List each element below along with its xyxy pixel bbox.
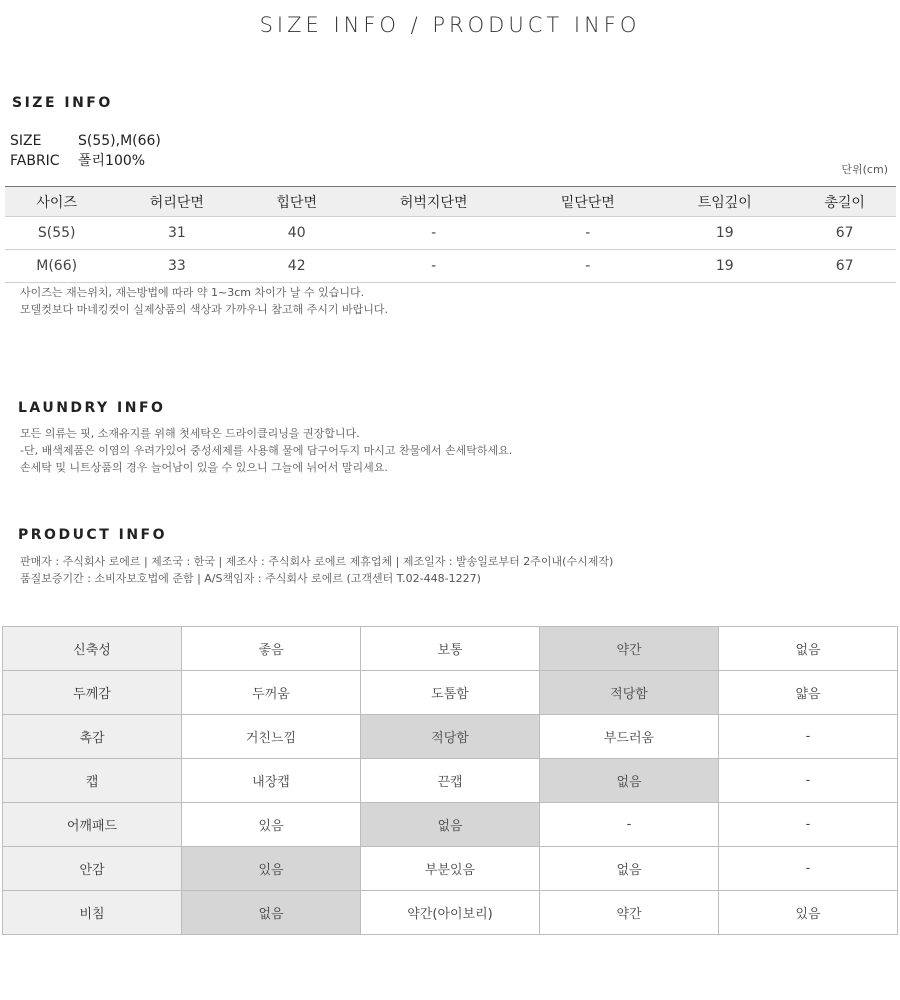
table-row — [5, 217, 896, 250]
attribute-name: 비침 — [3, 891, 182, 935]
size-table-header: 허리단면 — [108, 187, 245, 217]
attribute-option: 있음 — [719, 891, 898, 935]
laundry-note-line: 손세탁 및 니트상품의 경우 늘어남이 있을 수 있으니 그늘에 뉘어서 말리세요. — [20, 461, 388, 474]
attribute-option: 없음 — [540, 759, 719, 803]
size-value: S(55),M(66) — [78, 133, 161, 149]
attribute-name: 두께감 — [3, 671, 182, 715]
attribute-option: - — [719, 759, 898, 803]
size-table-header-row — [5, 187, 896, 217]
laundry-note-line: 모든 의류는 핏, 소재유지를 위해 첫세탁은 드라이클리닝을 권장합니다. — [20, 427, 360, 440]
attribute-option: 부분있음 — [361, 847, 540, 891]
attribute-option: 약간(아이보리) — [361, 891, 540, 935]
table-cell: 19 — [656, 217, 793, 250]
size-notes — [20, 284, 388, 318]
table-cell: 42 — [245, 250, 348, 283]
attribute-option: 없음 — [361, 803, 540, 847]
attribute-option: 보통 — [361, 627, 540, 671]
attribute-option: 없음 — [540, 847, 719, 891]
product-note-line: 판매자 : 주식회사 로에르 | 제조국 : 한국 | 제조사 : 주식회사 로에르 제휴업체 | 제조일자 : 발송일로부터 2주이내(수시제작) — [20, 555, 614, 568]
size-table-header: 밑단단면 — [519, 187, 656, 217]
product-info-heading: PRODUCT INFO — [18, 527, 168, 543]
table-cell: M(66) — [5, 250, 108, 283]
attribute-option: - — [719, 715, 898, 759]
attribute-option: 두꺼움 — [182, 671, 361, 715]
attribute-option: 없음 — [719, 627, 898, 671]
size-spec-row — [10, 133, 161, 149]
table-cell: - — [348, 250, 519, 283]
table-cell: S(55) — [5, 217, 108, 250]
attribute-option: 거친느낌 — [182, 715, 361, 759]
attribute-option: 있음 — [182, 847, 361, 891]
attribute-option: 내장캡 — [182, 759, 361, 803]
table-cell: 31 — [108, 217, 245, 250]
attribute-name: 캡 — [3, 759, 182, 803]
attribute-option: 있음 — [182, 803, 361, 847]
table-cell: 33 — [108, 250, 245, 283]
attribute-option: 적당함 — [540, 671, 719, 715]
size-table-header: 트임깊이 — [656, 187, 793, 217]
attribute-name: 신축성 — [3, 627, 182, 671]
table-cell: - — [348, 217, 519, 250]
attribute-option: 도톰함 — [361, 671, 540, 715]
fabric-label: FABRIC — [10, 153, 60, 169]
attribute-option: 부드러움 — [540, 715, 719, 759]
attribute-row — [3, 627, 898, 671]
table-row — [5, 250, 896, 283]
size-table — [5, 186, 896, 283]
attribute-option: 약간 — [540, 627, 719, 671]
fabric-value: 폴리100% — [78, 153, 146, 169]
attribute-option: - — [719, 847, 898, 891]
attribute-option: 약간 — [540, 891, 719, 935]
attribute-option: 적당함 — [361, 715, 540, 759]
attribute-row — [3, 715, 898, 759]
table-cell: - — [519, 217, 656, 250]
table-cell: 67 — [793, 250, 896, 283]
size-note-line: 사이즈는 재는위치, 재는방법에 따라 약 1~3cm 차이가 날 수 있습니다. — [20, 286, 365, 299]
size-table-header: 총길이 — [793, 187, 896, 217]
table-cell: 19 — [656, 250, 793, 283]
attribute-name: 어깨패드 — [3, 803, 182, 847]
attribute-option: - — [540, 803, 719, 847]
page-title: SIZE INFO / PRODUCT INFO — [259, 13, 641, 37]
attribute-row — [3, 759, 898, 803]
attribute-name: 촉감 — [3, 715, 182, 759]
product-notes — [20, 553, 613, 587]
size-table-header: 허벅지단면 — [348, 187, 519, 217]
attribute-row — [3, 847, 898, 891]
size-table-header: 사이즈 — [5, 187, 108, 217]
laundry-notes — [20, 425, 512, 476]
table-cell: 40 — [245, 217, 348, 250]
attribute-name: 안감 — [3, 847, 182, 891]
unit-label: 단위(cm) — [841, 163, 888, 176]
attribute-row — [3, 671, 898, 715]
attribute-option: 좋음 — [182, 627, 361, 671]
attribute-option: 끈캡 — [361, 759, 540, 803]
attribute-table — [2, 626, 898, 935]
laundry-note-line: -단, 배색제품은 이염의 우려가있어 중성세제를 사용해 물에 담구어두지 마시고 찬물에서 손세탁하세요. — [20, 444, 513, 457]
attribute-option: - — [719, 803, 898, 847]
attribute-option: 얇음 — [719, 671, 898, 715]
table-cell: - — [519, 250, 656, 283]
attribute-option: 없음 — [182, 891, 361, 935]
product-note-line: 품질보증기간 : 소비자보호법에 준함 | A/S책임자 : 주식회사 로에르 (고객센터 T.02-448-1227) — [20, 572, 481, 585]
size-label: SIZE — [10, 133, 42, 149]
size-info-heading: SIZE INFO — [12, 95, 113, 111]
laundry-info-heading: LAUNDRY INFO — [18, 400, 166, 416]
size-table-header: 힙단면 — [245, 187, 348, 217]
fabric-spec-row — [10, 150, 145, 170]
attribute-row — [3, 803, 898, 847]
size-note-line: 모델컷보다 마네킹컷이 실제상품의 색상과 가까우니 참고해 주시기 바랍니다. — [20, 303, 389, 316]
table-cell: 67 — [793, 217, 896, 250]
attribute-row — [3, 891, 898, 935]
